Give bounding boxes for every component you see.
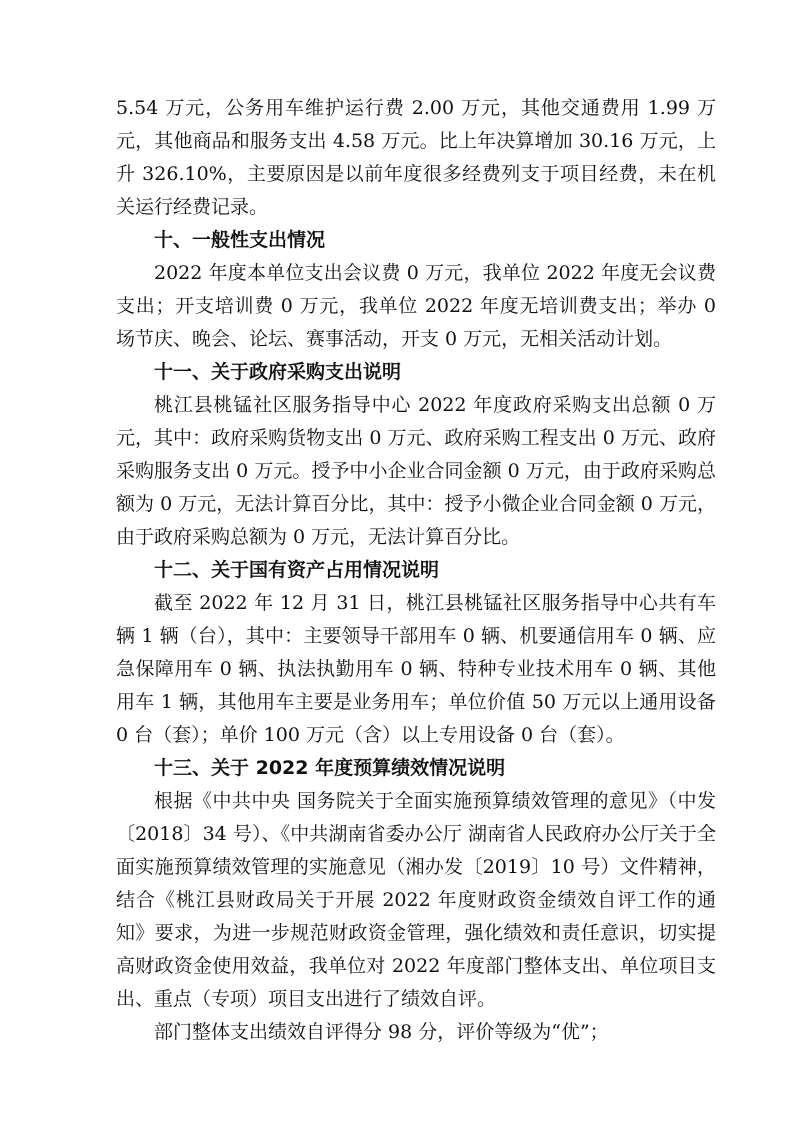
document-body bbox=[116, 92, 716, 1049]
paragraph-government-procurement: 桃江县桃锰社区服务指导中心 2022 年度政府采购支出总额 0 万元，其中：政府采购货物支出 0 万元、政府采购工程支出 0 万元、政府采购服务支出 0 万元。授予中小企业合同金额 0 万元，由于政府采购总额为 0 万元，无法计算百分比，其中：授予小微企业合同金额 0 万元，由于政府采购总额为 0 万元，无法计算百分比。 bbox=[116, 394, 716, 548]
heading-wrapper-11 bbox=[116, 356, 716, 389]
section-heading-budget-performance: 十三、关于 2022 年度预算绩效情况说明 bbox=[154, 757, 506, 779]
heading-wrapper-12 bbox=[116, 554, 716, 587]
paragraph-state-assets: 截至 2022 年 12 月 31 日，桃江县桃锰社区服务指导中心共有车辆 1 辆（台），其中：主要领导干部用车 0 辆、机要通信用车 0 辆、应急保障用车 0 辆、执法执勤用车 0 辆、特种专业技术用车 0 辆、其他用车 1 辆，其他用车主要是业务用车；单位价值 50 万元以上通用设备 0 台（套）；单价 100 万元（含）以上专用设备 0 台（套）。 bbox=[116, 592, 716, 746]
section-heading-general-expenditure: 十、一般性支出情况 bbox=[154, 229, 326, 251]
paragraph-budget-performance: 根据《中共中央 国务院关于全面实施预算绩效管理的意见》（中发〔2018〕34 号）、《中共湖南省委办公厅 湖南省人民政府办公厅关于全面实施预算绩效管理的实施意见（湘办发〔2019〕10 号）文件精神，结合《桃江县财政局关于开展 2022 年度财政资金绩效自评工作的通知》要求，为进一步规范财政资金管理，强化绩效和责任意识，切实提高财政资金使用效益，我单位对 2022 年度部门整体支出、单位项目支出、重点（专项）项目支出进行了绩效自评。 bbox=[116, 790, 716, 1010]
section-heading-government-procurement: 十一、关于政府采购支出说明 bbox=[154, 361, 402, 383]
paragraph-self-evaluation-score: 部门整体支出绩效自评得分 98 分，评价等级为“优”； bbox=[154, 1021, 609, 1043]
heading-wrapper-13 bbox=[116, 752, 716, 785]
paragraph-general-expenditure: 2022 年度本单位支出会议费 0 万元，我单位 2022 年度无会议费支出；开支培训费 0 万元，我单位 2022 年度无培训费支出；举办 0 场节庆、晚会、论坛、赛事活动，开支 0 万元，无相关活动计划。 bbox=[116, 262, 716, 350]
section-heading-state-assets: 十二、关于国有资产占用情况说明 bbox=[154, 559, 440, 581]
heading-wrapper-10 bbox=[116, 224, 716, 257]
paragraph-operating-costs: 5.54 万元，公务用车维护运行费 2.00 万元，其他交通费用 1.99 万元，其他商品和服务支出 4.58 万元。比上年决算增加 30.16 万元，上升 326.10%，主要原因是以前年度很多经费列支于项目经费，未在机关运行经费记录。 bbox=[116, 97, 716, 218]
